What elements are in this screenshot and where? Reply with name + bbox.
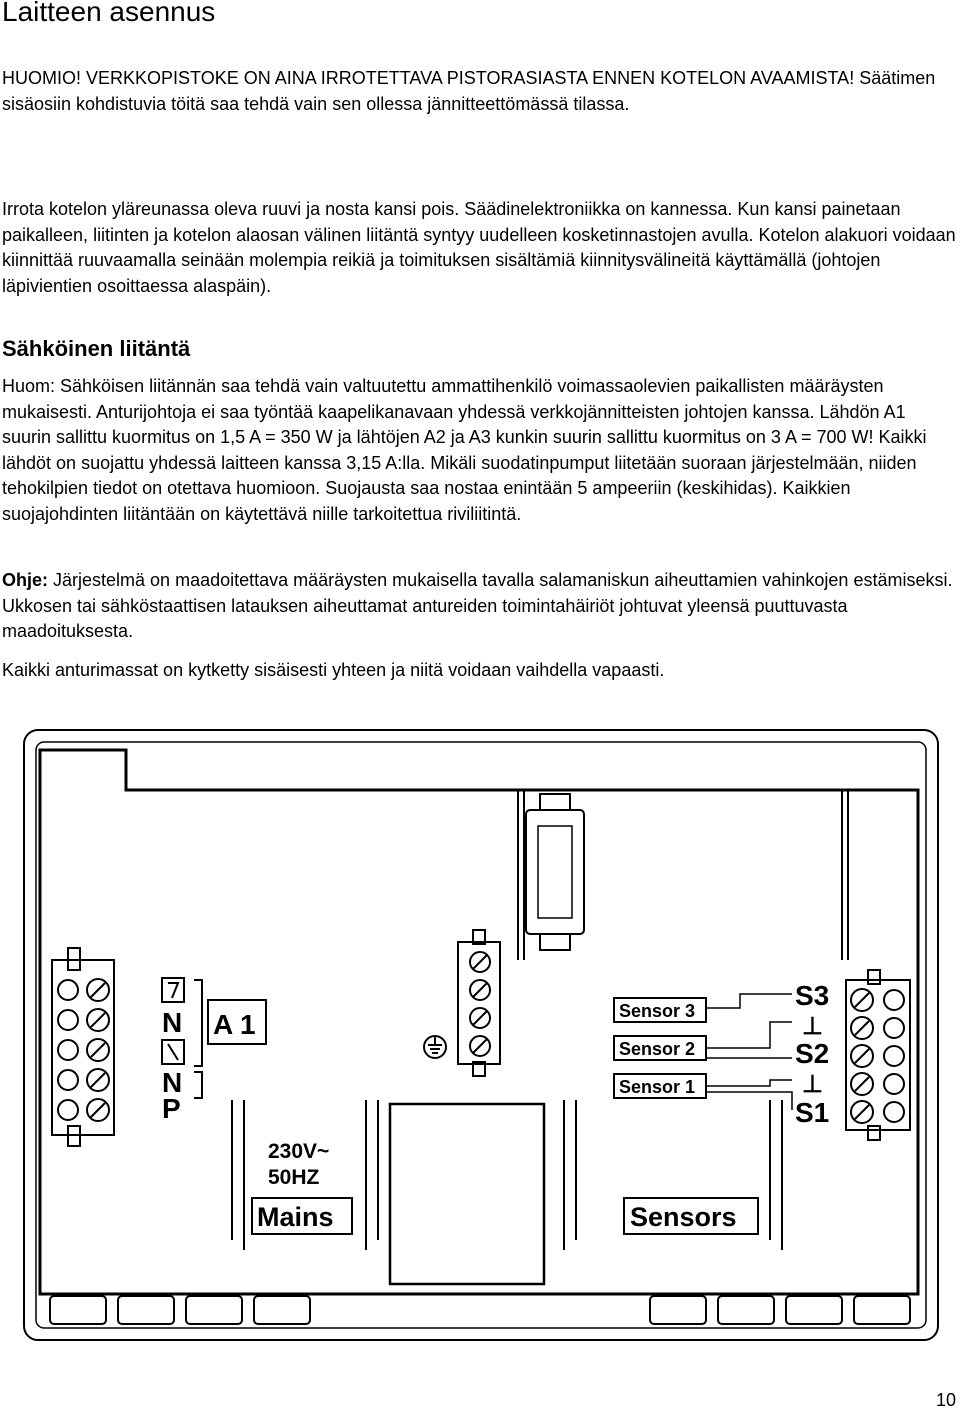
page-title: Laitteen asennus (2, 0, 216, 27)
output-a1-label: A 1 (213, 1009, 256, 1040)
page-number: 10 (935, 1390, 956, 1410)
guidance-text: Järjestelmä on maadoitettava määräysten mukaisella tavalla salamaniskun aiheuttamien vahinkojen estämiseksi. Ukkosen tai sähköstaattisen latauksen aiheuttamat antureiden toimintahäiriöt johtuvat yleensä puuttuvasta maadoituksesta. (2, 570, 953, 641)
warning-caps: VERKKOPISTOKE ON AINA IRROTETTAVA PISTORASIASTA ENNEN KOTELON AVAAMISTA! (81, 68, 855, 88)
mains-label: Mains (257, 1202, 334, 1232)
sensor1-label: Sensor 1 (619, 1077, 696, 1097)
mains-terminal-block (52, 948, 114, 1146)
guidance-label: Ohje: (2, 570, 49, 590)
sensors-label: Sensors (630, 1202, 737, 1232)
electrical-paragraph: Huom: Sähköisen liitännän saa tehdä vain valtuutettu ammattihenkilö voimassaolevien paikallisten määräysten mukaisesti. Anturijohtoja ei saa työntää kaapelikanavaan yhdessä verkkojännitteisten johtojen kanssa. Lähdön A1 suurin sallittu kuormitus on 1,5 A = 350 W ja lähtöjen A2 ja A3 kunkin suurin sallittu kuormitus on 3 A = 700 W! Kaikki lähdöt on suojattu yhdessä laitteen kanssa 3,15 A:lla. Mikäli suodatinpumput liitetään suoraan järjestelmään, niiden tehokilpien tiedot on otettava huomioon. Suojausta saa nostaa enintään 5 ampeeriin (keskihidas). Kaikkien suojajohdinten liitäntään on käytettävä niille tarkoitettua riviliitintä. (2, 376, 927, 524)
terminal-ground2: ⊥ (802, 1071, 823, 1098)
terminal-n2: N (162, 1067, 183, 1098)
frequency-label: 50HZ (268, 1166, 320, 1189)
warning-lead: HUOMIO! (2, 68, 81, 88)
terminal-n1: N (162, 1007, 183, 1038)
terminal-s1: S1 (795, 1097, 830, 1128)
earth-terminal-block (458, 930, 500, 1076)
fuse-holder (526, 810, 584, 934)
section-heading: Sähköinen liitäntä (2, 336, 191, 361)
earth-symbol-icon (424, 1036, 446, 1058)
sensor3-label: Sensor 3 (619, 1001, 696, 1021)
sensor2-label: Sensor 2 (619, 1039, 696, 1059)
terminal-s3: S3 (795, 980, 830, 1011)
terminal-ground1: ⊥ (802, 1013, 823, 1040)
warning-rest: Säätimen sisäosiin kohdistuvia töitä saa tehdä vain sen ollessa jännitteettömässä tilassa. (2, 68, 936, 114)
terminal-s2: S2 (795, 1038, 830, 1069)
voltage-label: 230V~ (268, 1140, 330, 1163)
install-paragraph: Irrota kotelon yläreunassa oleva ruuvi ja nosta kansi pois. Säädinelektroniikka on kannessa. Kun kansi painetaan paikalleen, liitinten ja kotelon alaosan välinen liitäntä syntyy uudelleen kosketinnastojen avulla. Kotelon alakuori voidaan kiinnittää ruuvaamalla seinään molempia reikiä ja toimituksen sisältämiä kiinnitysvälineitä käyttämällä (johtojen läpivientien osoittaessa alaspäin). (2, 199, 956, 296)
center-block (390, 1104, 544, 1284)
terminal-p: P (162, 1093, 181, 1124)
sensor-mass-paragraph: Kaikki anturimassat on kytketty sisäisesti yhteen ja niitä voidaan vaihdella vapaasti. (2, 660, 665, 680)
sensor-terminal-block (846, 970, 910, 1140)
